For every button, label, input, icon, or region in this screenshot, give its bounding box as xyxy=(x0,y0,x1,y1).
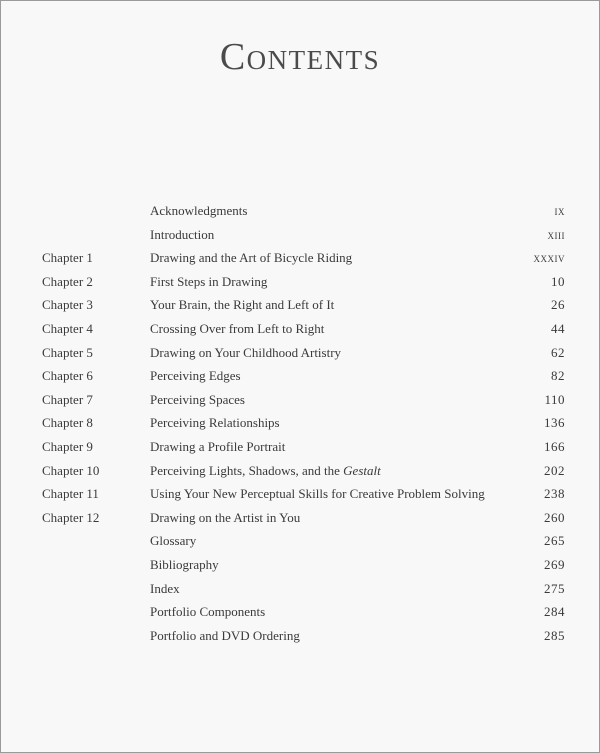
page-number: xxxiv xyxy=(533,250,565,266)
toc-row xyxy=(1,317,599,341)
entry-title xyxy=(150,388,245,412)
chapter-label: Chapter 12 xyxy=(42,509,100,525)
entry-title-text: Perceiving Edges xyxy=(150,368,241,384)
entry-title-text: Introduction xyxy=(150,226,215,242)
page-number: ix xyxy=(554,203,565,218)
entry-title-text: Drawing a Profile Portrait xyxy=(150,438,286,454)
page-number: 202 xyxy=(544,462,565,478)
page-number: xiii xyxy=(547,226,565,242)
page-number: 10 xyxy=(551,273,565,289)
entry-title-text: Perceiving Relationships xyxy=(150,415,280,431)
page-number: 82 xyxy=(551,368,565,384)
chapter-label: Chapter 3 xyxy=(42,297,93,313)
toc-row xyxy=(1,529,599,553)
page-number: 265 xyxy=(544,533,565,549)
entry-title xyxy=(150,459,381,483)
entry-title xyxy=(150,411,280,435)
entry-title-text: Drawing on the Artist in You xyxy=(150,509,301,525)
page-number: 284 xyxy=(544,604,565,620)
entry-title xyxy=(150,529,196,553)
toc-row xyxy=(1,577,599,601)
toc-row xyxy=(1,246,599,270)
toc-row xyxy=(1,459,599,483)
page-number: 44 xyxy=(551,320,565,336)
toc-row xyxy=(1,506,599,530)
entry-title xyxy=(150,553,219,577)
entry-title xyxy=(150,577,180,601)
entry-title-text: Portfolio and DVD Ordering xyxy=(150,627,300,643)
entry-title-text: Perceiving Spaces xyxy=(150,391,245,407)
entry-title xyxy=(150,624,300,648)
toc-row xyxy=(1,341,599,365)
entry-title-text: Glossary xyxy=(150,533,197,549)
toc-row xyxy=(1,411,599,435)
entry-title xyxy=(150,600,265,624)
chapter-label: Chapter 6 xyxy=(42,368,93,384)
entry-title xyxy=(150,270,267,294)
entry-title-text: Acknowledgments xyxy=(150,203,248,218)
page-number: 285 xyxy=(544,627,565,643)
toc-row xyxy=(1,270,599,294)
toc-row xyxy=(1,293,599,317)
chapter-label: Chapter 9 xyxy=(42,438,93,454)
entry-title xyxy=(150,223,214,247)
toc-row xyxy=(1,364,599,388)
entry-title-italic: Gestalt xyxy=(343,462,381,478)
page-number: 26 xyxy=(551,297,565,313)
page-number: 136 xyxy=(544,415,565,431)
entry-title xyxy=(150,364,241,388)
entry-title xyxy=(150,506,300,530)
page-title: Contents xyxy=(219,36,381,78)
entry-title-text: Drawing on Your Childhood Artistry xyxy=(150,344,342,360)
chapter-label: Chapter 7 xyxy=(42,391,93,407)
entry-title-text: First Steps in Drawing xyxy=(150,273,268,289)
chapter-label: Chapter 10 xyxy=(42,462,100,478)
entry-title-text: Crossing Over from Left to Right xyxy=(150,320,325,336)
entry-title-text: Your Brain, the Right and Left of It xyxy=(150,297,335,313)
entry-title-text: Drawing and the Art of Bicycle Riding xyxy=(150,250,353,266)
page-number: 238 xyxy=(544,486,565,502)
page-number: 166 xyxy=(544,438,565,454)
entry-title-text: Bibliography xyxy=(150,556,219,572)
chapter-label: Chapter 8 xyxy=(42,415,93,431)
toc-row xyxy=(1,435,599,459)
toc-row xyxy=(1,199,599,223)
toc-row xyxy=(1,482,599,506)
chapter-label: Chapter 11 xyxy=(42,486,99,502)
toc-row xyxy=(1,600,599,624)
toc-row xyxy=(1,223,599,247)
entry-title xyxy=(150,435,285,459)
toc-row xyxy=(1,388,599,412)
chapter-label: Chapter 4 xyxy=(42,320,93,336)
entry-title xyxy=(150,293,334,317)
entry-title-text: Portfolio Components xyxy=(150,604,266,620)
chapter-label: Chapter 2 xyxy=(42,273,93,289)
table-of-contents xyxy=(1,199,599,647)
entry-title-text: Index xyxy=(150,580,180,596)
page-number: 110 xyxy=(544,391,565,407)
toc-row xyxy=(1,553,599,577)
entry-title xyxy=(150,482,485,506)
page-number: 275 xyxy=(544,580,565,596)
page-number: 260 xyxy=(544,509,565,525)
entry-title-text: Perceiving Lights, Shadows, and the xyxy=(150,462,344,478)
entry-title-text: Using Your New Perceptual Skills for Creative Problem Solving xyxy=(150,486,485,502)
chapter-label: Chapter 5 xyxy=(42,344,93,360)
entry-title xyxy=(150,199,247,223)
entry-title xyxy=(150,246,352,270)
entry-title xyxy=(150,341,341,365)
page-number: 62 xyxy=(551,344,565,360)
toc-row xyxy=(1,624,599,648)
entry-title xyxy=(150,317,324,341)
chapter-label: Chapter 1 xyxy=(42,250,93,266)
page-number: 269 xyxy=(544,556,565,572)
